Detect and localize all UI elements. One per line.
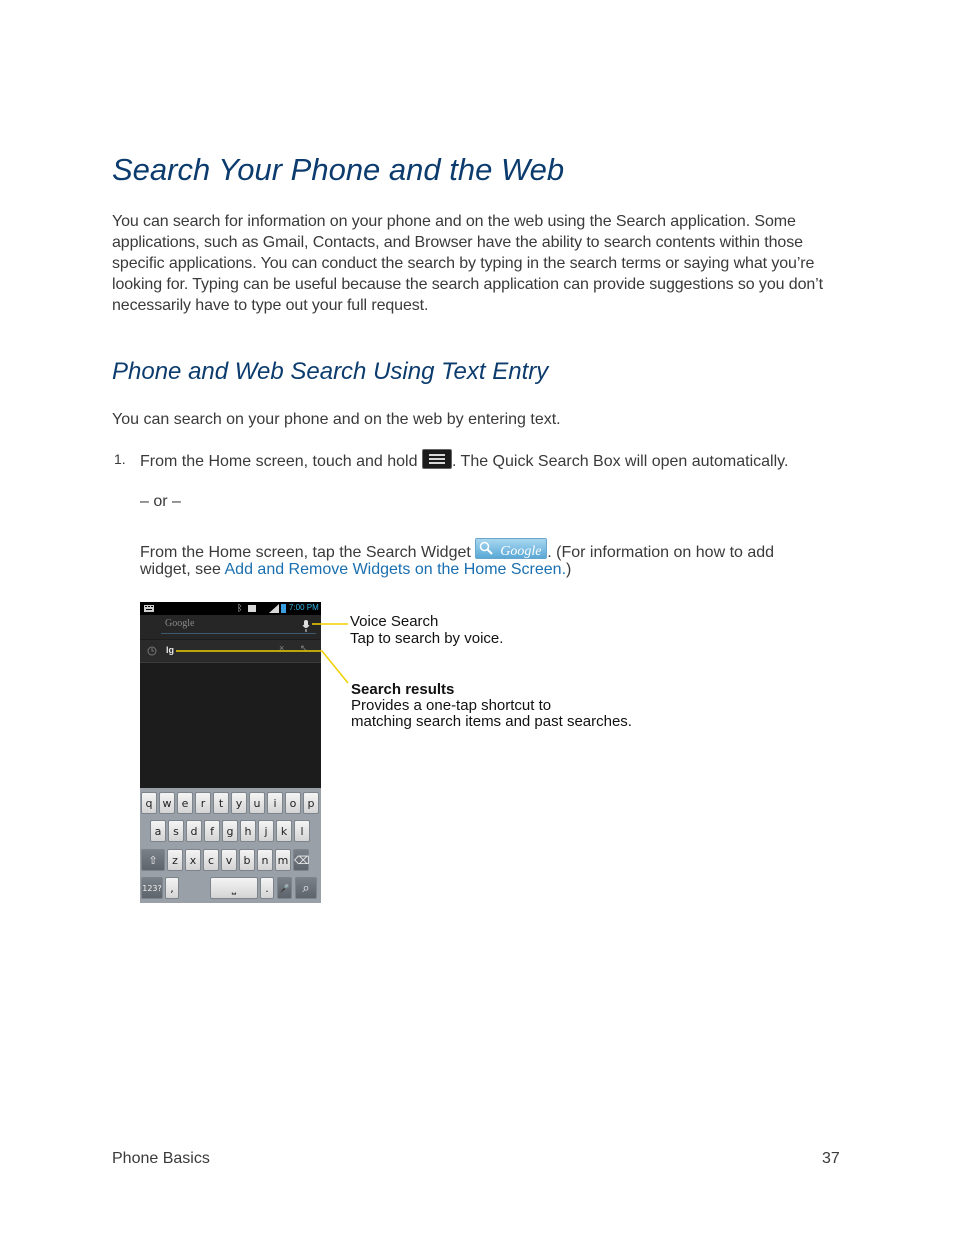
widgets-link[interactable]: Add and Remove Widgets on the Home Screen. [224, 561, 567, 578]
backspace-key[interactable]: ⌫ [293, 849, 309, 871]
step-number: 1. [114, 451, 126, 467]
key-w[interactable]: w [159, 792, 175, 814]
key-n[interactable]: n [257, 849, 273, 871]
key-u[interactable]: u [249, 792, 265, 814]
search-underline [161, 633, 316, 634]
menu-key-icon [422, 449, 452, 469]
key-m[interactable]: m [275, 849, 291, 871]
step-1-after: . The Quick Search Box will open automatically. [451, 453, 789, 470]
key-v[interactable]: v [221, 849, 237, 871]
google-search-widget-icon [475, 538, 547, 559]
search-results-title: Search results [351, 681, 455, 698]
comma-key[interactable]: , [165, 877, 179, 899]
quick-search-box[interactable] [140, 615, 321, 639]
key-t[interactable]: t [213, 792, 229, 814]
keyboard-notification-icon [144, 605, 154, 612]
signal-icon [269, 604, 279, 613]
key-d[interactable]: d [186, 820, 202, 842]
step-1-text [140, 449, 788, 472]
history-icon [147, 646, 157, 656]
voice-search-desc: Tap to search by voice. [350, 630, 504, 647]
page-title: Search Your Phone and the Web [112, 152, 565, 187]
search-input[interactable]: Google [165, 618, 195, 629]
key-c[interactable]: c [203, 849, 219, 871]
key-y[interactable]: y [231, 792, 247, 814]
on-screen-keyboard [140, 788, 321, 903]
section-lead: You can search on your phone and on the web by entering text. [112, 411, 561, 428]
search-result-row[interactable] [140, 640, 321, 663]
section-heading: Phone and Web Search Using Text Entry [112, 358, 549, 385]
key-i[interactable]: i [267, 792, 283, 814]
key-x[interactable]: x [185, 849, 201, 871]
bluetooth-icon: ᛒ [237, 603, 243, 613]
search-results-desc-1: Provides a one-tap shortcut to [351, 697, 552, 714]
result-query: lg [166, 645, 174, 655]
search-results-desc-2: matching search items and past searches. [351, 713, 632, 730]
or-separator: – or – [140, 493, 181, 510]
alt-after: . (For information on how to add [547, 544, 775, 561]
key-a[interactable]: a [150, 820, 166, 842]
period-key[interactable]: . [260, 877, 274, 899]
key-p[interactable]: p [303, 792, 319, 814]
key-j[interactable]: j [258, 820, 274, 842]
step-1-alt-line2 [140, 559, 571, 580]
key-b[interactable]: b [239, 849, 255, 871]
key-g[interactable]: g [222, 820, 238, 842]
key-h[interactable]: h [240, 820, 256, 842]
phone-screenshot [140, 602, 321, 903]
shift-key[interactable]: ⇧ [141, 849, 165, 871]
refine-query-icon[interactable]: ↖ [300, 643, 308, 653]
status-time: 7:00 PM [289, 603, 319, 612]
keyboard-search-key[interactable]: ⌕ [295, 877, 317, 899]
key-e[interactable]: e [177, 792, 193, 814]
message-icon [248, 605, 256, 612]
key-o[interactable]: o [285, 792, 301, 814]
key-k[interactable]: k [276, 820, 292, 842]
remove-icon[interactable]: × [279, 643, 285, 653]
microphone-icon[interactable] [302, 620, 310, 632]
keyboard-mic-key[interactable]: 🎤 [277, 877, 292, 899]
alt-line2-before: widget, see [140, 561, 221, 578]
intro-paragraph: You can search for information on your phone and on the web using the Search application. Some applications, such as Gmail, Contacts, and Browser have the ability to search contents within those specific applications. You can conduct the search by typing in the search terms or saying what you’re looking for. Typing can be useful because the search application can provide suggestions so you don’t necessarily have to type out your full request. [112, 213, 823, 314]
status-bar [140, 602, 321, 615]
key-s[interactable]: s [168, 820, 184, 842]
key-q[interactable]: q [141, 792, 157, 814]
battery-icon [281, 604, 286, 613]
magnifier-icon [479, 541, 493, 555]
footer-section: Phone Basics [112, 1150, 210, 1167]
key-l[interactable]: l [294, 820, 310, 842]
space-key[interactable]: ⎵ [210, 877, 258, 899]
voice-search-title: Voice Search [350, 613, 439, 630]
symbols-key[interactable]: 123? [141, 877, 163, 899]
key-r[interactable]: r [195, 792, 211, 814]
alt-before: From the Home screen, tap the Search Widget [140, 544, 471, 561]
key-f[interactable]: f [204, 820, 220, 842]
key-z[interactable]: z [167, 849, 183, 871]
widget-google-text: Google [500, 544, 542, 559]
page-number: 37 [822, 1150, 840, 1167]
alt-line2-after: ) [566, 561, 572, 578]
step-1-before: From the Home screen, touch and hold [140, 453, 418, 470]
